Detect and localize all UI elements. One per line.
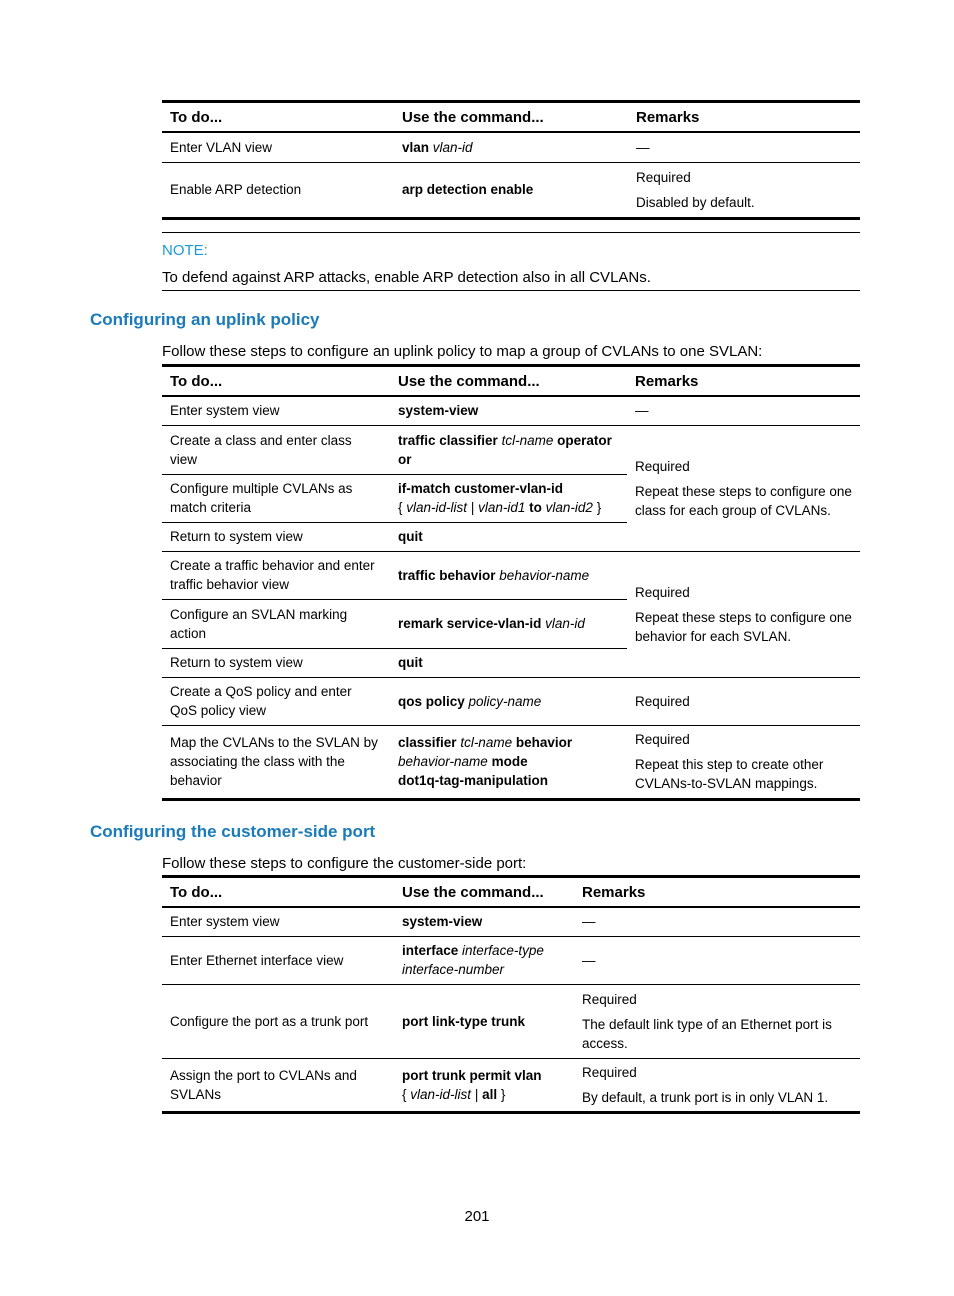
cmd-arg: behavior-name bbox=[499, 567, 590, 583]
remark-line: Required bbox=[635, 584, 690, 600]
cmd-keyword: to bbox=[529, 500, 542, 515]
cell-remark bbox=[574, 984, 860, 1058]
cell-todo: Configure an SVLAN marking action bbox=[162, 599, 390, 648]
table-row bbox=[162, 162, 860, 218]
cell-todo: Return to system view bbox=[162, 522, 390, 551]
cmd-arg: vlan-id2 bbox=[545, 500, 593, 515]
cell-todo: Enter VLAN view bbox=[162, 132, 394, 162]
remark-line: Required bbox=[582, 1064, 637, 1080]
cmd-arg: tcl-name bbox=[460, 735, 513, 750]
cell-todo: Configure multiple CVLANs as match criteria bbox=[162, 474, 390, 522]
table-row bbox=[162, 725, 860, 799]
note-box bbox=[162, 232, 860, 291]
remark-line: Required bbox=[582, 991, 637, 1007]
cmd-arg: vlan-id-list bbox=[410, 1086, 472, 1102]
cell-todo: Configure the port as a trunk port bbox=[162, 984, 394, 1058]
cell-todo: Enter system view bbox=[162, 907, 394, 936]
header-command: Use the command... bbox=[394, 102, 628, 133]
cmd-arg: vlan-id-list bbox=[406, 500, 468, 515]
cell-todo: Assign the port to CVLANs and SVLANs bbox=[162, 1058, 394, 1112]
cell-remark-group bbox=[627, 425, 860, 551]
remark-line: Repeat this step to create other CVLANs-to-SVLAN mappings. bbox=[635, 757, 824, 791]
table-row bbox=[162, 551, 860, 599]
cell-command: port link-type trunk bbox=[394, 984, 574, 1058]
section-heading-customer-port: Configuring the customer-side port bbox=[90, 822, 376, 841]
cmd-keyword: remark service-vlan-id bbox=[398, 616, 542, 631]
cmd-arg: vlan-id1 bbox=[478, 500, 526, 515]
cmd-arg: behavior-name bbox=[398, 754, 488, 769]
customer-port-table bbox=[162, 875, 860, 1114]
cell-todo: Create a traffic behavior and enter traffic behavior view bbox=[162, 551, 390, 599]
table-row bbox=[162, 1058, 860, 1112]
cmd-arg: interface-number bbox=[402, 962, 505, 977]
cmd-keyword: behavior bbox=[515, 735, 573, 750]
cmd-arg: tcl-name bbox=[501, 432, 554, 448]
section-intro: Follow these steps to configure an uplink policy to map a group of CVLANs to one SVLAN: bbox=[162, 343, 763, 360]
table-row bbox=[162, 936, 860, 984]
cell-remark bbox=[627, 725, 860, 799]
cell-command: arp detection enable bbox=[394, 162, 628, 218]
header-command: Use the command... bbox=[394, 877, 574, 908]
cmd-keyword: or bbox=[398, 451, 412, 467]
uplink-policy-table bbox=[162, 364, 860, 801]
remark-line: Repeat these steps to configure one behavior for each SVLAN. bbox=[635, 609, 852, 644]
cell-command bbox=[394, 936, 574, 984]
cell-remark: — bbox=[628, 132, 860, 162]
cell-command: quit bbox=[390, 522, 627, 551]
cell-remark: — bbox=[627, 396, 860, 425]
cmd-arg: interface-type bbox=[462, 943, 544, 958]
table-row bbox=[162, 425, 860, 474]
cell-todo: Return to system view bbox=[162, 648, 390, 677]
table-row bbox=[162, 984, 860, 1058]
cell-command bbox=[390, 725, 627, 799]
cmd-separator: | bbox=[474, 1086, 479, 1102]
note-text: To defend against ARP attacks, enable ARP detection also in all CVLANs. bbox=[162, 269, 651, 286]
cell-todo: Map the CVLANs to the SVLAN by associating the class with the behavior bbox=[162, 725, 390, 799]
remark-line: The default link type of an Ethernet port is access. bbox=[582, 1016, 832, 1051]
cmd-keyword: traffic behavior bbox=[398, 567, 496, 583]
cmd-brace: { bbox=[398, 500, 403, 515]
section-intro: Follow these steps to configure the customer-side port: bbox=[162, 855, 527, 872]
cmd-arg: vlan-id bbox=[432, 139, 473, 155]
cell-command bbox=[390, 474, 627, 522]
header-remarks: Remarks bbox=[574, 877, 860, 908]
table-row bbox=[162, 396, 860, 425]
table-row bbox=[162, 132, 860, 162]
cmd-brace: } bbox=[596, 500, 602, 515]
cell-todo: Create a QoS policy and enter QoS policy view bbox=[162, 677, 390, 725]
cell-command bbox=[390, 551, 627, 599]
cmd-keyword: traffic classifier bbox=[398, 432, 498, 448]
header-todo: To do... bbox=[162, 102, 394, 133]
cmd-keyword: vlan bbox=[402, 139, 430, 155]
section-heading-uplink: Configuring an uplink policy bbox=[90, 310, 320, 329]
cell-command: system-view bbox=[394, 907, 574, 936]
cell-command bbox=[394, 132, 628, 162]
cmd-keyword: qos policy bbox=[398, 693, 465, 709]
header-command: Use the command... bbox=[390, 366, 627, 397]
cell-command: system-view bbox=[390, 396, 627, 425]
cell-todo: Create a class and enter class view bbox=[162, 425, 390, 474]
arp-table bbox=[162, 100, 860, 220]
cell-command bbox=[390, 677, 627, 725]
cmd-keyword: port trunk permit vlan bbox=[402, 1067, 542, 1083]
cmd-brace: { bbox=[402, 1086, 407, 1102]
cell-remark-group bbox=[627, 551, 860, 677]
cell-remark: Required bbox=[627, 677, 860, 725]
cmd-separator: | bbox=[470, 500, 475, 515]
cell-command bbox=[394, 1058, 574, 1112]
header-remarks: Remarks bbox=[627, 366, 860, 397]
table-row bbox=[162, 677, 860, 725]
cell-remark bbox=[628, 162, 860, 218]
cmd-keyword: interface bbox=[402, 943, 459, 958]
cmd-keyword: operator bbox=[557, 432, 612, 448]
cell-command bbox=[390, 425, 627, 474]
cmd-arg: policy-name bbox=[468, 693, 542, 709]
remark-line: Required bbox=[635, 732, 690, 747]
note-title: NOTE: bbox=[162, 242, 208, 259]
cmd-arg: vlan-id bbox=[545, 616, 585, 631]
page-number: 201 bbox=[464, 1208, 490, 1225]
cmd-keyword: dot1q-tag-manipulation bbox=[398, 773, 548, 788]
remark-line: Required bbox=[636, 169, 691, 185]
cell-remark: — bbox=[574, 936, 860, 984]
table-row bbox=[162, 907, 860, 936]
cell-command: quit bbox=[390, 648, 627, 677]
cell-remark: — bbox=[574, 907, 860, 936]
cell-remark bbox=[574, 1058, 860, 1112]
cmd-keyword: if-match customer-vlan-id bbox=[398, 481, 564, 496]
cmd-keyword: all bbox=[482, 1086, 498, 1102]
cell-todo: Enable ARP detection bbox=[162, 162, 394, 218]
header-todo: To do... bbox=[162, 877, 394, 908]
remark-line: Required bbox=[635, 458, 690, 474]
cell-todo: Enter system view bbox=[162, 396, 390, 425]
cmd-brace: } bbox=[500, 1086, 506, 1102]
header-remarks: Remarks bbox=[628, 102, 860, 133]
remark-line: Repeat these steps to configure one class for each group of CVLANs. bbox=[635, 483, 852, 518]
remark-line: By default, a trunk port is in only VLAN 1. bbox=[582, 1089, 829, 1105]
cell-command bbox=[390, 599, 627, 648]
cell-todo: Enter Ethernet interface view bbox=[162, 936, 394, 984]
cmd-keyword: classifier bbox=[398, 735, 457, 750]
cmd-keyword: mode bbox=[491, 754, 528, 769]
remark-line: Disabled by default. bbox=[636, 194, 755, 210]
header-todo: To do... bbox=[162, 366, 390, 397]
